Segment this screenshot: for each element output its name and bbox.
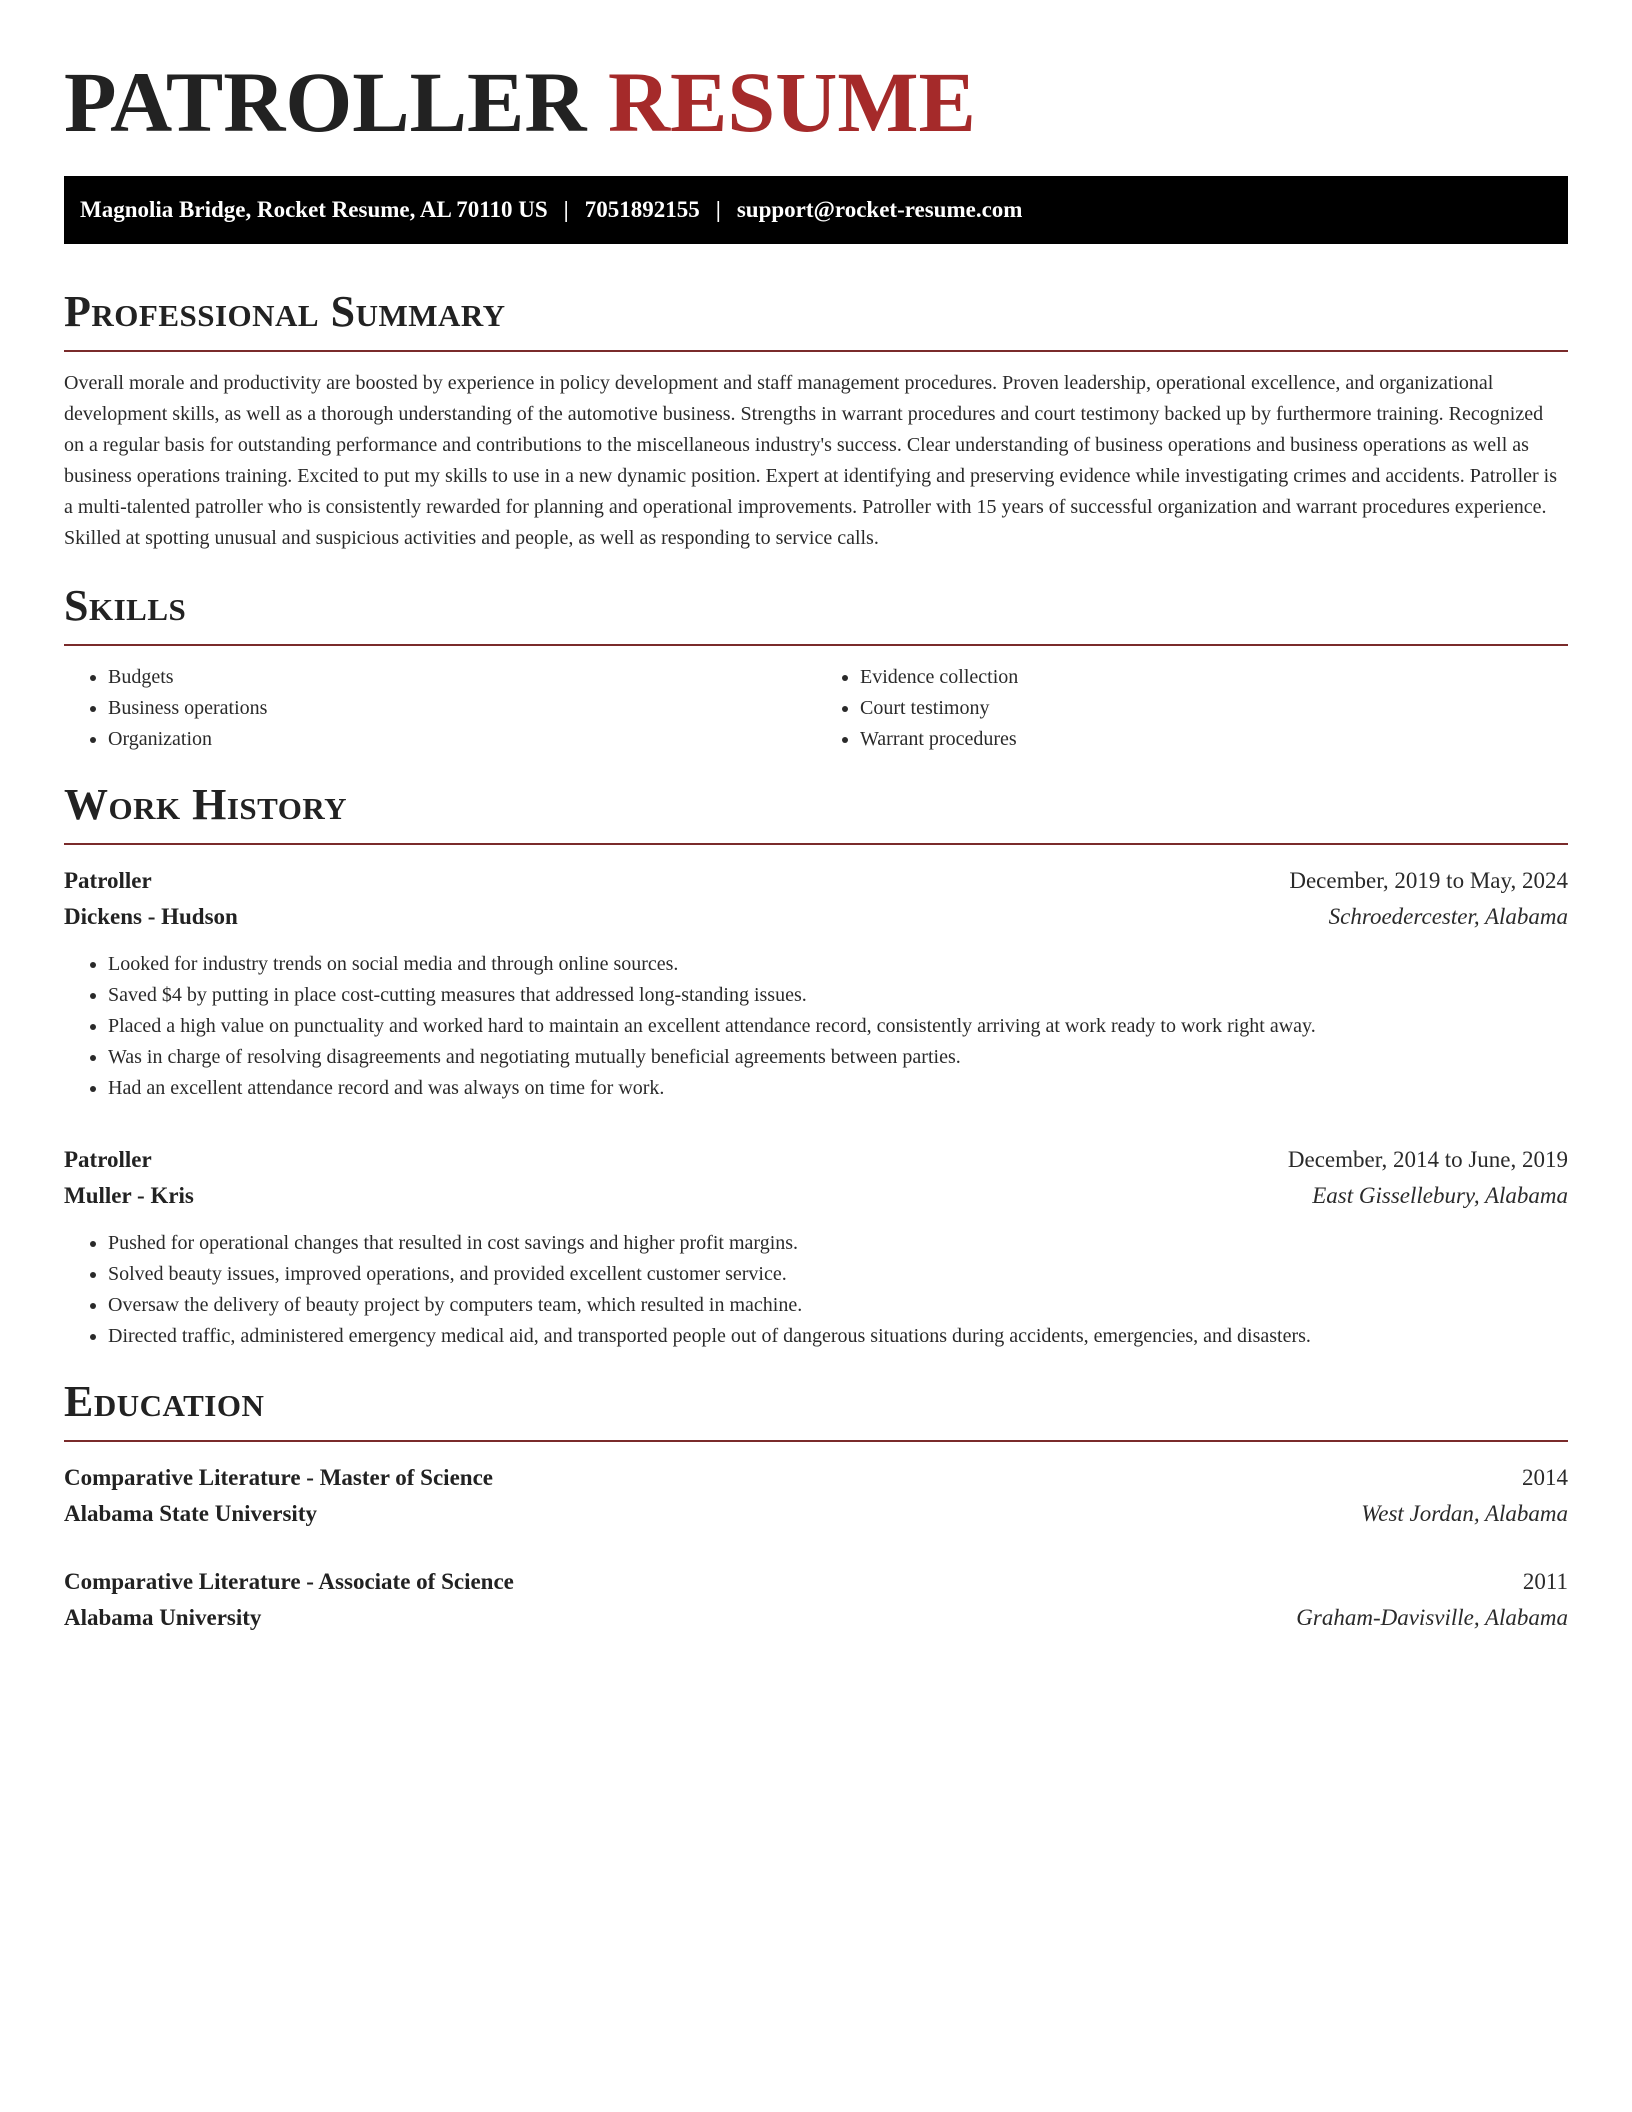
- education-degree: Comparative Literature - Master of Science: [64, 1465, 493, 1490]
- education-school: Alabama University: [64, 1605, 262, 1630]
- skills-section: [64, 582, 1568, 755]
- job-bullet: • Oversaw the delivery of beauty project by computers team, which resulted in machine.: [108, 1290, 1568, 1321]
- job-bullets: [64, 949, 1568, 1104]
- job-bullet: • Had an excellent attendance record and was always on time for work.: [108, 1073, 1568, 1104]
- education-heading: Education: [64, 1378, 1568, 1442]
- skills-column-right: [816, 662, 1568, 755]
- contact-address: Magnolia Bridge, Rocket Resume, AL 70110 US: [80, 197, 548, 222]
- education-degree: Comparative Literature - Associate of Science: [64, 1569, 514, 1594]
- education-location: West Jordan, Alabama: [1361, 1501, 1568, 1526]
- job-entry: [64, 863, 1568, 1104]
- job-bullet: • Placed a high value on punctuality and worked hard to maintain an excellent attendance record, consistently arriving at work ready to work right away.: [108, 1011, 1568, 1042]
- job-bullet: • Solved beauty issues, improved operations, and provided excellent customer service.: [108, 1259, 1568, 1290]
- skills-list: [64, 662, 1568, 755]
- job-dates: December, 2019 to May, 2024: [1289, 868, 1568, 893]
- resume-page: [64, 52, 1568, 1636]
- education-section: [64, 1378, 1568, 1636]
- contact-separator: |: [715, 197, 721, 222]
- education-entry: [64, 1564, 1568, 1636]
- work-heading: Work History: [64, 781, 1568, 845]
- summary-heading: Professional Summary: [64, 288, 1568, 352]
- job-bullet: • Looked for industry trends on social media and through online sources.: [108, 949, 1568, 980]
- skill-item: • Evidence collection: [860, 662, 1568, 693]
- job-title: Patroller: [64, 868, 152, 893]
- title-accent: RESUME: [607, 54, 976, 150]
- job-title: Patroller: [64, 1147, 152, 1172]
- job-bullet: • Saved $4 by putting in place cost-cutting measures that addressed long-standing issues.: [108, 980, 1568, 1011]
- job-bullet: • Directed traffic, administered emergency medical aid, and transported people out of dangerous situations during accidents, emergencies, and disasters.: [108, 1321, 1568, 1352]
- skills-heading: Skills: [64, 582, 1568, 646]
- contact-email: support@rocket-resume.com: [736, 197, 1023, 222]
- job-location: East Gissellebury, Alabama: [1312, 1183, 1568, 1208]
- contact-phone: 7051892155: [584, 197, 700, 222]
- education-year: 2014: [1522, 1465, 1568, 1490]
- job-bullets: [64, 1228, 1568, 1352]
- education-location: Graham-Davisville, Alabama: [1296, 1605, 1568, 1630]
- skill-item: • Court testimony: [860, 693, 1568, 724]
- work-section: [64, 781, 1568, 1352]
- summary-section: [64, 288, 1568, 554]
- job-bullet: • Was in charge of resolving disagreements and negotiating mutually beneficial agreements between parties.: [108, 1042, 1568, 1073]
- contact-bar: [64, 176, 1568, 244]
- job-company: Muller - Kris: [64, 1183, 194, 1208]
- education-school: Alabama State University: [64, 1501, 317, 1526]
- contact-separator: |: [563, 197, 569, 222]
- job-bullet: • Pushed for operational changes that resulted in cost savings and higher profit margins.: [108, 1228, 1568, 1259]
- skill-item: • Warrant procedures: [860, 724, 1568, 755]
- skill-item: • Organization: [108, 724, 816, 755]
- summary-text: Overall morale and productivity are boosted by experience in policy development and staff management procedures. Proven leadership, operational excellence, and organizational development skills, as well as a thorough understanding of the automotive business. Strengths in warrant procedures and court testimony backed up by furthermore training. Recognized on a regular basis for outstanding performance and contributions to the miscellaneous industry's success. Clear understanding of business operations and business operations as well as business operations training. Excited to put my skills to use in a new dynamic position. Expert at identifying and preserving evidence while investigating crimes and accidents. Patroller is a multi-talented patroller who is consistently rewarded for planning and operational improvements. Patroller with 15 years of successful organization and warrant procedures experience. Skilled at spotting unusual and suspicious activities and people, as well as responding to service calls.: [64, 372, 1557, 549]
- resume-title: [64, 52, 1568, 152]
- skills-column-left: [64, 662, 816, 755]
- job-dates: December, 2014 to June, 2019: [1287, 1147, 1568, 1172]
- skill-item: • Business operations: [108, 693, 816, 724]
- job-location: Schroedercester, Alabama: [1328, 904, 1568, 929]
- title-main: PATROLLER: [64, 54, 587, 150]
- skill-item: • Budgets: [108, 662, 816, 693]
- job-company: Dickens - Hudson: [64, 904, 238, 929]
- education-entry: [64, 1460, 1568, 1532]
- job-entry: [64, 1142, 1568, 1352]
- education-year: 2011: [1522, 1569, 1568, 1594]
